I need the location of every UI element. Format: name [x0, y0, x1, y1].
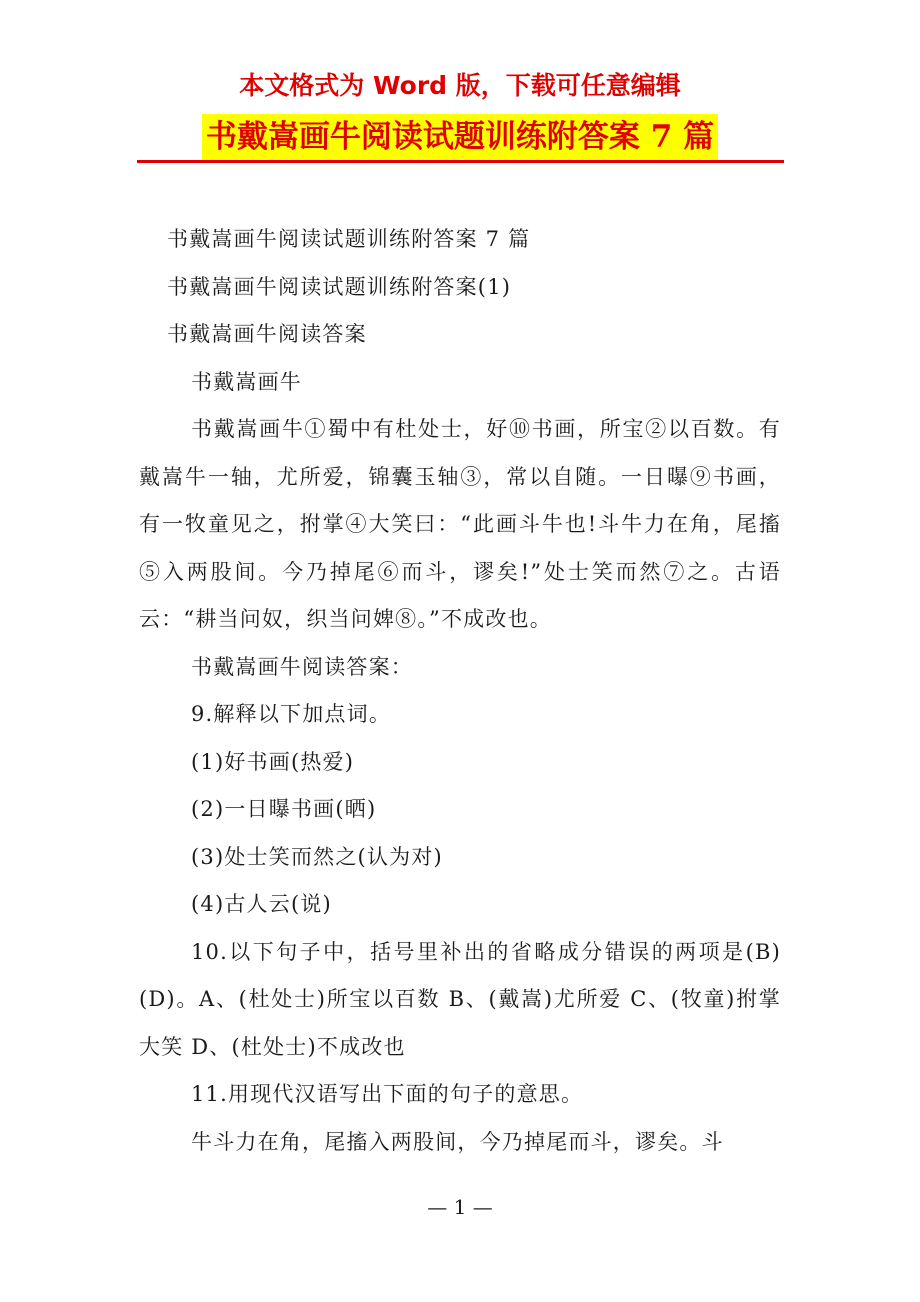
paragraph-question-11: 11.用现代汉语写出下面的句子的意思。	[191, 1082, 584, 1106]
paragraph-answer-9-3: (3)处士笑而然之(认为对)	[191, 844, 443, 869]
paragraph-answer-9-1: (1)好书画(热爱)	[191, 749, 355, 774]
page-number: — 1 —	[427, 1195, 493, 1219]
download-notice: 本文格式为 Word 版，下载可任意编辑	[239, 71, 681, 100]
document-title-container	[0, 114, 920, 160]
paragraph-answer-11: 牛斗力在角，尾搐入两股间，今乃掉尾而斗，谬矣。斗	[191, 1129, 724, 1154]
paragraph-answer-9-2: (2)一日曝书画(晒)	[191, 797, 377, 821]
paragraph-heading-2: 书戴嵩画牛阅读试题训练附答案(1)	[167, 274, 512, 299]
paragraph-heading-3: 书戴嵩画牛阅读答案	[167, 322, 367, 346]
paragraph-text-title: 书戴嵩画牛	[191, 369, 302, 394]
paragraph-answer-heading: 书戴嵩画牛阅读答案：	[191, 654, 413, 679]
title-divider	[137, 160, 784, 163]
paragraph-question-10: 10.以下句子中，括号里补出的省略成分错误的两项是(B)(D)。A、(杜处士)所宝以百数 B、(戴嵩)尤所爱 C、(牧童)拊掌大笑 D、(杜处士)不成改也	[139, 939, 781, 1059]
paragraph-answer-9-4: (4)古人云(说)	[191, 892, 332, 916]
paragraph-heading-1: 书戴嵩画牛阅读试题训练附答案 7 篇	[167, 227, 531, 251]
paragraph-classical-text: 书戴嵩画牛①蜀中有杜处士，好⑩书画，所宝②以百数。有戴嵩牛一轴，尤所爱，锦囊玉轴③，常以自随。一日曝⑨书画，有一牧童见之，拊掌④大笑曰：“此画斗牛也!斗牛力在角，尾搐⑤入两股间。今乃掉尾⑥而斗，谬矣!”处士笑而然⑦之。古语云：“耕当问奴，织当问婢⑧。”不成改也。	[139, 417, 781, 631]
document-title: 书戴嵩画牛阅读试题训练附答案 7 篇	[202, 114, 718, 160]
document-body	[139, 216, 781, 1166]
paragraph-question-9: 9.解释以下加点词。	[191, 702, 392, 726]
